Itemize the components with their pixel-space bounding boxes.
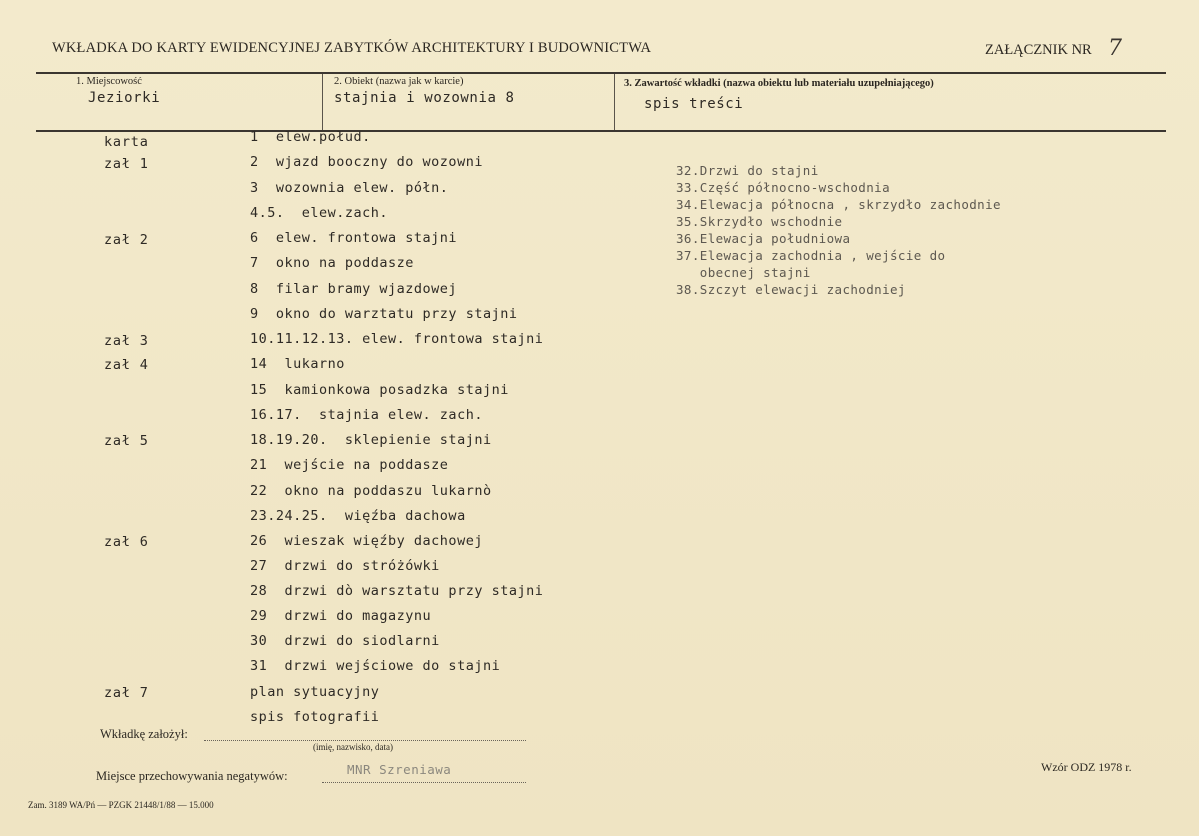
- negatives-label: Miejsce przechowywania negatywów:: [96, 769, 288, 783]
- tag-zal-3: zał 3: [104, 333, 149, 349]
- list-item: 3 wozownia elew. półn.: [250, 180, 449, 196]
- list-item: 7 okno na poddasze: [250, 255, 414, 271]
- field-divider-1: [322, 74, 323, 130]
- list-item: 2 wjazd booczny do wozowni: [250, 154, 483, 170]
- list-item: 10.11.12.13. elew. frontowa stajni: [250, 331, 544, 347]
- list-item: 27 drzwi do stróżówki: [250, 558, 440, 574]
- list-item: 15 kamionkowa posadzka stajni: [250, 382, 509, 398]
- list-item: 28 drzwi dò warsztatu przy stajni: [250, 583, 544, 599]
- list-item: 4.5. elew.zach.: [250, 205, 389, 221]
- founded-line: [204, 740, 526, 741]
- tag-zal-5: zał 5: [104, 433, 149, 449]
- right-list-item: obecnej stajni: [676, 265, 811, 280]
- list-item: 18.19.20. sklepienie stajni: [250, 432, 492, 448]
- tag-zal-6: zał 6: [104, 534, 149, 550]
- right-list-item: 36.Elewacja południowa: [676, 231, 851, 246]
- tag-zal-2: zał 2: [104, 232, 149, 248]
- form-title: WKŁADKA DO KARTY EWIDENCYJNEJ ZABYTKÓW ARCHITEKTURY I BUDOWNICTWA: [52, 40, 652, 56]
- list-item: 14 lukarno: [250, 356, 345, 372]
- right-list-item: 35.Skrzydło wschodnie: [676, 214, 843, 229]
- form-model: Wzór ODZ 1978 r.: [1041, 760, 1132, 774]
- tag-karta: karta: [104, 134, 149, 150]
- list-item: 29 drzwi do magazynu: [250, 608, 432, 624]
- object-label: 2. Obiekt (nazwa jak w karcie): [334, 76, 464, 87]
- list-item: 8 filar bramy wjazdowej: [250, 281, 458, 297]
- field-rule: [36, 130, 1166, 132]
- right-list-item: 38.Szczyt elewacji zachodniej: [676, 282, 906, 297]
- right-list-item: 37.Elewacja zachodnia , wejście do: [676, 248, 946, 263]
- list-item: 1 elew.połud.: [250, 129, 371, 145]
- tag-zal-4: zał 4: [104, 357, 149, 373]
- list-item: 6 elew. frontowa stajni: [250, 230, 458, 246]
- negatives-value: MNR Szreniawa: [347, 762, 452, 777]
- tag-zal-7: zał 7: [104, 685, 149, 701]
- list-item: 22 okno na poddaszu lukarnò: [250, 483, 492, 499]
- field-divider-2: [614, 74, 615, 130]
- list-item: 21 wejście na poddasze: [250, 457, 449, 473]
- annex-number: 7: [1108, 36, 1122, 61]
- print-info: Zam. 3189 WA/Pń — PZGK 21448/1/88 — 15.000: [28, 800, 214, 810]
- list-item: plan sytuacyjny: [250, 684, 380, 700]
- founded-label: Wkładkę założył:: [100, 727, 188, 741]
- list-item: 26 wieszak więźby dachowej: [250, 533, 483, 549]
- list-item: 9 okno do warztatu przy stajni: [250, 306, 518, 322]
- tag-zal-1: zał 1: [104, 156, 149, 172]
- list-item: 23.24.25. więźba dachowa: [250, 508, 466, 524]
- object-value: stajnia i wozownia 8: [334, 90, 515, 106]
- content-label: 3. Zawartość wkładki (nazwa obiektu lub materiału uzupełniającego): [624, 78, 934, 89]
- list-item: 31 drzwi wejściowe do stajni: [250, 658, 501, 674]
- place-value: Jeziorki: [88, 90, 161, 106]
- annex-label: ZAŁĄCZNIK NR: [985, 42, 1092, 58]
- content-value: spis treści: [644, 96, 744, 112]
- negatives-line: [322, 782, 526, 783]
- right-list-item: 34.Elewacja północna , skrzydło zachodnie: [676, 197, 1001, 212]
- list-item: spis fotografii: [250, 709, 380, 725]
- right-list-item: 32.Drzwi do stajni: [676, 163, 819, 178]
- name-hint: (imię, nazwisko, data): [313, 742, 393, 752]
- right-list-item: 33.Część północno-wschodnia: [676, 180, 890, 195]
- list-item: 16.17. stajnia elew. zach.: [250, 407, 483, 423]
- list-item: 30 drzwi do siodlarni: [250, 633, 440, 649]
- place-label: 1. Miejscowość: [76, 76, 142, 87]
- header-rule: [36, 72, 1166, 74]
